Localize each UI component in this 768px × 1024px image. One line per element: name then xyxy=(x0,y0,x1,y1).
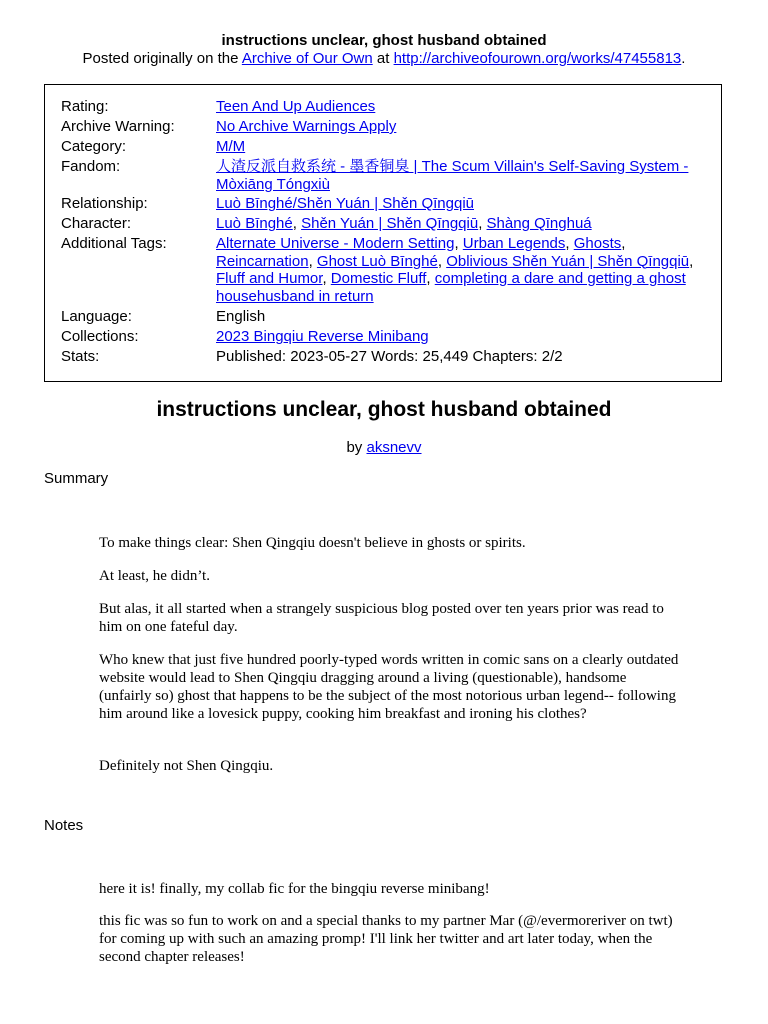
tag-link[interactable]: Fluff and Humor xyxy=(216,270,323,287)
character-label: Character: xyxy=(61,215,132,232)
stats-value: Published: 2023-05-27 Words: 25,449 Chapters: 2/2 xyxy=(216,348,563,365)
notes-heading: Notes xyxy=(44,817,84,834)
tags-label: Additional Tags: xyxy=(61,235,167,252)
archive-link[interactable]: Archive of Our Own xyxy=(241,50,373,67)
language-value: English xyxy=(216,308,266,325)
at-text: at xyxy=(372,50,394,67)
character-link[interactable]: Shàng Qīnghuá xyxy=(486,215,592,232)
summary-paragraph: To make things clear: Shen Qingqiu doesn't believe in ghosts or spirits. xyxy=(99,535,526,551)
notes-paragraph: this fic was so fun to work on and a special thanks to my partner Mar (@/evermoreriver on twt) for coming up with such an amazing promp! I'll link her twitter and art later today, when the second chapter releases! xyxy=(99,913,673,965)
fandom-link[interactable]: 人渣反派自救系统 - 墨香铜臭 | The Scum Villain's Self-Saving System - Mòxiāng Tóngxiù xyxy=(216,158,689,193)
document-header-title: instructions unclear, ghost husband obtained xyxy=(221,32,547,49)
relationship-label: Relationship: xyxy=(61,195,148,212)
tag-link[interactable]: Oblivious Shěn Yuán | Shěn Qīngqiū xyxy=(446,252,690,270)
language-label: Language: xyxy=(61,308,132,325)
tag-link[interactable]: Ghosts xyxy=(573,235,622,252)
byline xyxy=(0,439,768,457)
collection-link[interactable]: 2023 Bingqiu Reverse Minibang xyxy=(216,328,429,345)
warning-link[interactable]: No Archive Warnings Apply xyxy=(216,118,397,135)
by-text: by xyxy=(346,439,367,456)
summary-heading: Summary xyxy=(44,470,109,487)
posted-originally-line xyxy=(0,50,768,68)
author-link[interactable]: aksnevv xyxy=(366,439,422,456)
collections-label: Collections: xyxy=(61,328,139,345)
summary-paragraph: But alas, it all started when a strangely suspicious blog posted over ten years prior was read to him on one fateful day. xyxy=(99,601,664,635)
stats-label: Stats: xyxy=(61,348,100,365)
fandom-label: Fandom: xyxy=(61,158,121,175)
tag-link[interactable]: Alternate Universe - Modern Setting xyxy=(216,235,455,252)
work-title: instructions unclear, ghost husband obtained xyxy=(156,398,612,421)
relationship-link[interactable]: Luò Bīnghé/Shěn Yuán | Shěn Qīngqiū xyxy=(216,195,475,212)
rating-label: Rating: xyxy=(61,98,109,115)
period: . xyxy=(681,50,686,67)
summary-paragraph: Who knew that just five hundred poorly-typed words written in comic sans on a clearly outdated website would lead to Shen Qingqiu dragging around a living (questionable), handsome (unfairly so) ghost that happens to be the subject of the most notorious urban legend-- following him around like a lovesick puppy, cooking him breakfast and ironing his clothes? xyxy=(99,652,679,722)
rating-link[interactable]: Teen And Up Audiences xyxy=(216,98,376,115)
warning-label: Archive Warning: xyxy=(61,118,175,135)
category-link[interactable]: M/M xyxy=(216,138,246,155)
tag-link[interactable]: Domestic Fluff xyxy=(330,270,427,287)
notes-paragraph: here it is! finally, my collab fic for the bingqiu reverse minibang! xyxy=(99,881,490,897)
tag-link[interactable]: Urban Legends xyxy=(462,235,566,252)
character-link[interactable]: Shěn Yuán | Shěn Qīngqiū xyxy=(301,215,479,232)
work-url-link[interactable]: http://archiveofourown.org/works/47455813 xyxy=(393,50,682,67)
summary-paragraph: At least, he didn’t. xyxy=(99,568,210,584)
summary-paragraph: Definitely not Shen Qingqiu. xyxy=(99,758,274,774)
category-label: Category: xyxy=(61,138,127,155)
tag-link[interactable]: completing a dare and getting a ghost househusband in return xyxy=(216,270,686,305)
tag-link[interactable]: Reincarnation xyxy=(216,252,309,270)
tag-link[interactable]: Ghost Luò Bīnghé xyxy=(316,252,438,270)
metadata-box: Rating: Teen And Up Audiences Archive Warning: No Archive Warnings Apply Category: M/M Fandom: 人渣反派自救系统 - 墨香铜臭 | The Scum Villain's Self-Saving System - Mòxiāng Tóngxiù Relationship: Luò Bīnghé/Shěn Yuán | Shěn Qīngqiū Character: Luò Bīnghé, Shěn Yuán | Shěn Qīngqiū, Shàng Qīnghuá Additional Tags: Alternate Universe - Modern Setting, Urban Legends, Ghosts, Reincarnation, Ghost Luò Bīnghé, Oblivious Shěn Yuán | Shěn Qīngqiū, Fluff and Humor, Domestic Fluff, completing a dare and getting a ghost househusband in return Language: English Collections: 2023 Bingqiu Reverse Minibang Stats: Published: 2023-05-27 Words: 25,449 Chapters: 2/2 xyxy=(44,84,722,382)
posted-prefix: Posted originally on the xyxy=(82,50,242,67)
character-link[interactable]: Luò Bīnghé xyxy=(216,215,293,232)
